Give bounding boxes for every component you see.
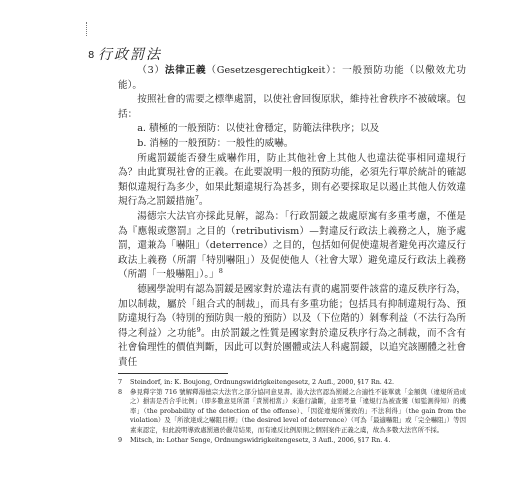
footnote-separator	[118, 373, 228, 374]
footnote-number: 7	[118, 378, 123, 386]
paragraph-4-end: 。由於罰鍰之性質是國家對於違反秩序行為之制裁，而不含有社會倫理性的價值判斷，因此可以對於團體或法人科處罰鍰，以追究該團體之社會責任	[118, 327, 467, 368]
footnote-9	[118, 436, 466, 446]
paragraph-2	[118, 152, 466, 210]
footnote-text: Steindorf, in: K. Boujong, Ordnungswidrigkeitengesetz, 2 Aufl., 2000, §17 Rn. 42.	[130, 378, 395, 386]
footnote-number: 8	[118, 387, 123, 396]
footnote-number: 9	[118, 435, 123, 444]
list-item-b: b. 消極的一般預防：一般性的威嚇。	[137, 137, 294, 149]
paragraph-2-text: 所處罰鍰能否發生威嚇作用，防止其他社會上其他人也違法從事相同違規行為？由此實現社會的正義。在此要說明一般的預防功能，必須先行單於統計的確認類似違規行為多少，如果此類違規行為甚多，則有必要採取足以遏止其他人仿效違規行為之罰鍰措施	[118, 152, 466, 208]
page-number: 8	[88, 50, 95, 61]
footnote-8	[118, 388, 466, 436]
footnote-7	[118, 378, 466, 388]
footnote-text: 參見釋字第 716 號解釋湯德宗大法官之部分協同意見書。湯大法官認為罰鍰之合適性不能單就「金額與（違規所造成之）損害是否合乎比例」（即多數意見所謂「責罰相當」）來進行論斷，並需考量「違規行為被查獲（如監測得知）的機率」（the probability of the detection of the offense）、「因從違規所獲致的」不法利得」（the gain from the violation）及「所欲達成之嚇阻目標」（the desired level of deterrence）（可為「最適嚇阻」或「完全嚇阻」）等因素來認定，但此說明導致處罰過於嚴苛結果，而有違反比例原則之個別案件正義之虞，故為多數大法官所不採。	[130, 387, 466, 434]
footnote-ref-7: 7	[194, 194, 199, 203]
section-number: （3）	[137, 65, 165, 76]
running-header	[86, 22, 466, 63]
section-heading	[118, 64, 466, 93]
header-dotted-rule	[86, 22, 89, 36]
paragraph-2-end: 。	[198, 196, 209, 208]
section-title: 法律正義	[164, 65, 207, 76]
paragraph-3-text: 湯德宗大法官亦採此見解，認為：「行政罰鍰之裁處原寓有多重考慮，不僅是為『應報或懲罰』之目的（retributivism）—對違反行政法上義務之人，施予處罰，還兼為「嚇阻」（deterrence）之目的，包括如何促使違規者避免再次違反行政法上義務（所謂「特別嚇阻」）及促使他人（社會大眾）避免違反行政法上義務（所謂「一般嚇阻」）。」	[118, 210, 466, 281]
paragraph-4	[118, 283, 466, 371]
section-subtitle: （Gesetzesgerechtigkeit）：一般預防功能（以儆效尤功能）。	[118, 65, 466, 91]
list-item-a: a. 積極的一般預防：以使社會穩定，防範法律秩序；以及	[137, 123, 380, 135]
footnote-ref-8: 8	[218, 267, 223, 276]
paragraph-1: 按照社會的需要之標準處罰，以使社會回復原狀，維持社會秩序不被破壞。包括：	[118, 94, 466, 120]
main-text	[118, 64, 466, 370]
footnotes	[118, 373, 466, 445]
paragraph-4-text: 德國學說明有認為罰鍰是國家對於違法有責的處罰要件該當的違反秩序行為，加以制裁，屬於「組合式的制裁」，而具有多重功能；包括具有抑制違規行為、預防違規行為（特別的預防與一般的預防）以及（下位階的）剝奪利益（不法行為所得之利益）之功能	[118, 283, 466, 339]
footnote-text: Mitsch, in: Lothar Senge, Ordnungswidrigkeitengesetz, 3 Aufl., 2006, §17 Rn. 4.	[130, 435, 391, 444]
footnote-ref-9: 9	[196, 325, 201, 334]
book-title: 行政罰法	[98, 47, 162, 63]
paragraph-3	[118, 210, 466, 283]
